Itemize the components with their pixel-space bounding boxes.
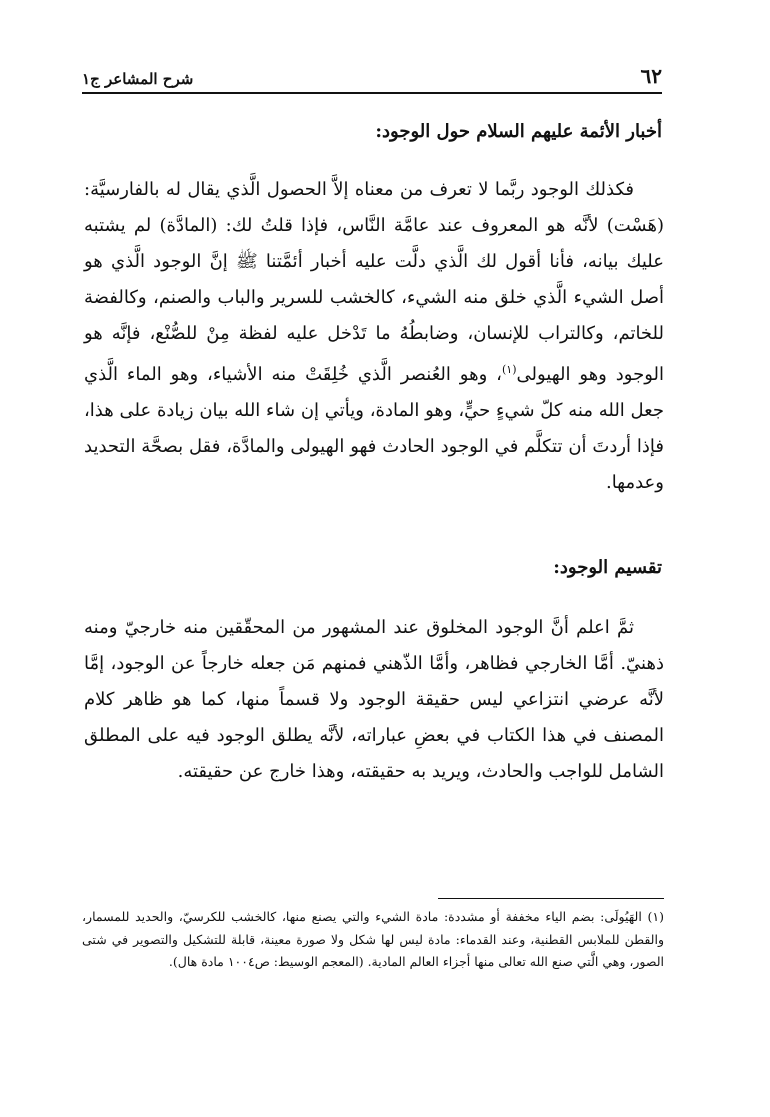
section-division-body — [84, 610, 664, 790]
body-paragraph — [84, 172, 664, 501]
section-heading-imams-reports: أخبار الأئمة عليهم السلام حول الوجود: — [375, 121, 662, 142]
page-header — [82, 58, 662, 88]
section-imams-reports-body — [84, 172, 664, 501]
section-heading-division-of-existence: تقسيم الوجود: — [553, 557, 662, 578]
paragraph-text-continued: ، وهو العُنصر الَّذي خُلِقَتْ منه الأشياء، وهو الماء الَّذي جعل الله منه كلّ شيءٍ حيٍّ، وهو المادة، ويأتي إن شاء الله بيان زيادة على هذا، فإذا أردتَ أن تتكلَّم في الوجود الحادث فهو الهيولى والمادَّة، فقل بصحَّة التحديد وعدمها. — [84, 364, 664, 493]
body-paragraph: ثمَّ اعلم أنَّ الوجود المخلوق عند المشهور من المحقّقين منه خارجيّ ومنه ذهنيّ. أمَّا الخارجي فظاهر، وأمَّا الذّهني فمنهم مَن جعله خارجاً عن الوجود، إمَّا لأنَّه عرضي انتزاعي ليس حقيقة الوجود ولا قسماً منها، كما هو ظاهر كلام المصنف في هذا الكتاب في بعضِ عباراته، لأنَّه يطلق الوجود فيه على المطلق الشامل للواجب والحادث، ويريد به حقيقته، وهذا خارج عن حقيقته. — [84, 617, 664, 782]
running-title: شرح المشاعر ج١ — [82, 70, 194, 88]
footnote: (١) الهَيُولَى: بضم الياء مخففة أو مشددة: مادة الشيء والتي يصنع منها، كالخشب للكرسيّ، والحديد للمسمار، والقطن للملابس القطنية، وعند القدماء: مادة ليس لها شكل ولا صورة معينة، قابلة للتشكيل والتصوير في شتى الصور، وهي الَّتي صنع الله تعالى منها أجزاء العالم المادية. (المعجم الوسيط: ص١٠٠٤ مادة هال). — [82, 909, 664, 969]
header-rule — [82, 92, 662, 94]
page-number: ٦٢ — [640, 64, 662, 88]
paragraph-text: فكذلك الوجود ربَّما لا تعرف من معناه إلاَّ الحصول الَّذي يقال له بالفارسيَّة: (هَسْت) لأنَّه هو المعروف عند عامَّة النَّاس، فإذا قلتُ لك: (المادَّة) لم يشتبه عليك بيانه، فأنا أقول لك الَّذي دلَّت عليه أخبار أئمَّتنا ﷺ إنَّ الوجود الَّذي هو أصل الشيء الَّذي خلق منه الشيء، كالخشب للسرير والباب والصنم، وكالفضة للخاتم، وكالتراب للإنسان، وضابطُهُ ما تَدْخل عليه لفظة مِنْ للصُّنْع، فإنَّه هو الوجود وهو الهيولى — [84, 179, 664, 385]
footnote-separator — [438, 898, 664, 899]
footnote-marker: (١) — [501, 363, 517, 376]
